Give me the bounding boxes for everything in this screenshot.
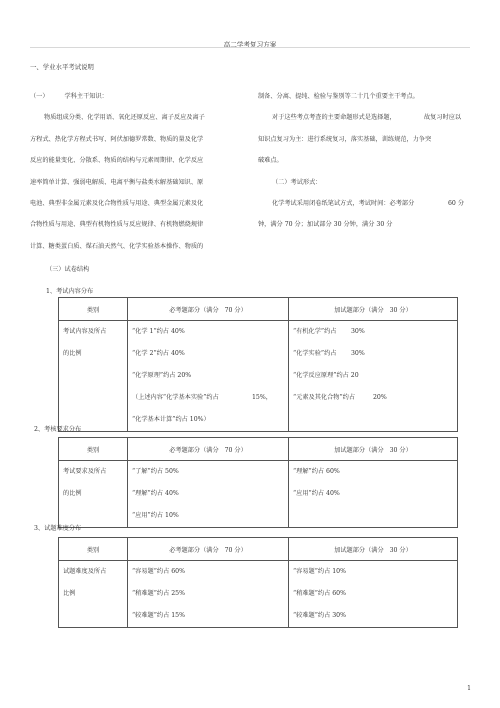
subsection-title: 学科主干知识： — [64, 93, 108, 100]
additional-cell: “理解”约占 60% “应用”约占 40% — [289, 461, 458, 528]
compulsory-cell: “了解”约占 50% “理解”约占 40% “应用”约占 10% — [128, 461, 289, 528]
header-compulsory: 必考题部分（满分 70 分） — [128, 298, 289, 321]
body-line: 电池、典型非金属元素及化合物性质与用途、典型金属元素及化 — [30, 200, 204, 208]
content-distribution-table — [58, 297, 458, 432]
table-1-caption: 1、考试内容分布 — [46, 288, 94, 295]
table-row — [59, 321, 458, 432]
row-label: 考试要求及所占 的比例 — [59, 461, 128, 528]
body-line: 计算、糖类蛋白质、煤石油天然气、化学实验基本操作、物质的 — [30, 242, 204, 250]
body-line: 物质组成分类、化学用语、氧化还原反应、离子反应及离子 — [44, 114, 205, 122]
subsection-1-heading — [30, 86, 240, 107]
additional-cell: “有机化学”约占 30% “化学实验”约占 30% “化学反应原理”约占 20 “元素及其化合物”约占 20% — [289, 321, 458, 432]
row-label: 试题难度及所占 比例 — [59, 561, 128, 628]
page-title: 高二学考复习方案 — [223, 41, 277, 49]
left-column — [30, 86, 240, 257]
table-header-row — [59, 298, 458, 321]
body-line: 钟，满分 70 分；加试部分 30 分钟，满分 30 分 — [258, 221, 393, 229]
body-line: 知识点复习为主：进行系统复习，落实基础，训练规范，力争突 — [258, 135, 432, 143]
page-number: 1 — [467, 685, 471, 692]
requirement-distribution-table — [58, 437, 458, 528]
section-1-heading: 一、学业水平考试说明 — [30, 63, 94, 71]
table-header-row — [59, 538, 458, 561]
header-compulsory: 必考题部分（满分 70 分） — [128, 538, 289, 561]
table-header-row — [59, 438, 458, 461]
compulsory-cell: “化学 1”约占 40% “化学 2”约占 40% “化学原理”约占 20% （上述内容“化学基本实验”约占 15%， “化学基本计算”约占 10%） — [128, 321, 289, 432]
header-category: 类别 — [59, 538, 128, 561]
row-label: 考试内容及所占 的比例 — [59, 321, 128, 432]
compulsory-cell: “容易题”约占 60% “稍难题”约占 25% “较难题”约占 15% — [128, 561, 289, 628]
body-line: 速率简单计算、强弱电解质、电离平衡与盐类水解基础知识、原 — [30, 178, 204, 186]
table-3-caption: 3、试题难度分布 — [34, 525, 82, 532]
body-line: 反应的能量变化、分散系、物质的结构与元素周期律、化学反应 — [30, 157, 204, 165]
body-line: 对于这些考点考查的主要命题形式是选择题， 故复习时应以 — [272, 114, 462, 122]
additional-cell: “容易题”约占 10% “稍难题”约占 60% “较难题”约占 30% — [289, 561, 458, 628]
body-line: 合物性质与用途、典型有机物性质与反应规律、有机物燃烧规律 — [30, 221, 204, 229]
table-row — [59, 461, 458, 528]
subsection-2-heading: （二）考试形式： — [272, 178, 322, 186]
body-line: 方程式、热化学方程式书写、阿伏加德罗常数、物质的量及化学 — [30, 135, 204, 143]
body-line: 制备、分离、提纯、检验与鉴别等二十几个重要主干考点。 — [258, 93, 419, 100]
header-additional: 加试题部分（满分 30 分） — [289, 438, 458, 461]
header-rule — [30, 47, 470, 48]
body-line: 化学考试采用闭卷纸笔试方式，考试时间：必考部分 60 分 — [272, 200, 465, 208]
subsection-number: （一） — [30, 93, 49, 100]
header-compulsory: 必考题部分（满分 70 分） — [128, 438, 289, 461]
section-3-heading: （三）试卷结构 — [46, 266, 90, 273]
header-category: 类别 — [59, 438, 128, 461]
header-category: 类别 — [59, 298, 128, 321]
table-2-caption: 2、考核要求分布 — [34, 426, 82, 433]
table-row — [59, 561, 458, 628]
header-additional: 加试题部分（满分 30 分） — [289, 538, 458, 561]
difficulty-distribution-table — [58, 537, 458, 628]
right-column — [258, 86, 470, 236]
header-additional: 加试题部分（满分 30 分） — [289, 298, 458, 321]
body-line: 破难点。 — [258, 157, 283, 165]
